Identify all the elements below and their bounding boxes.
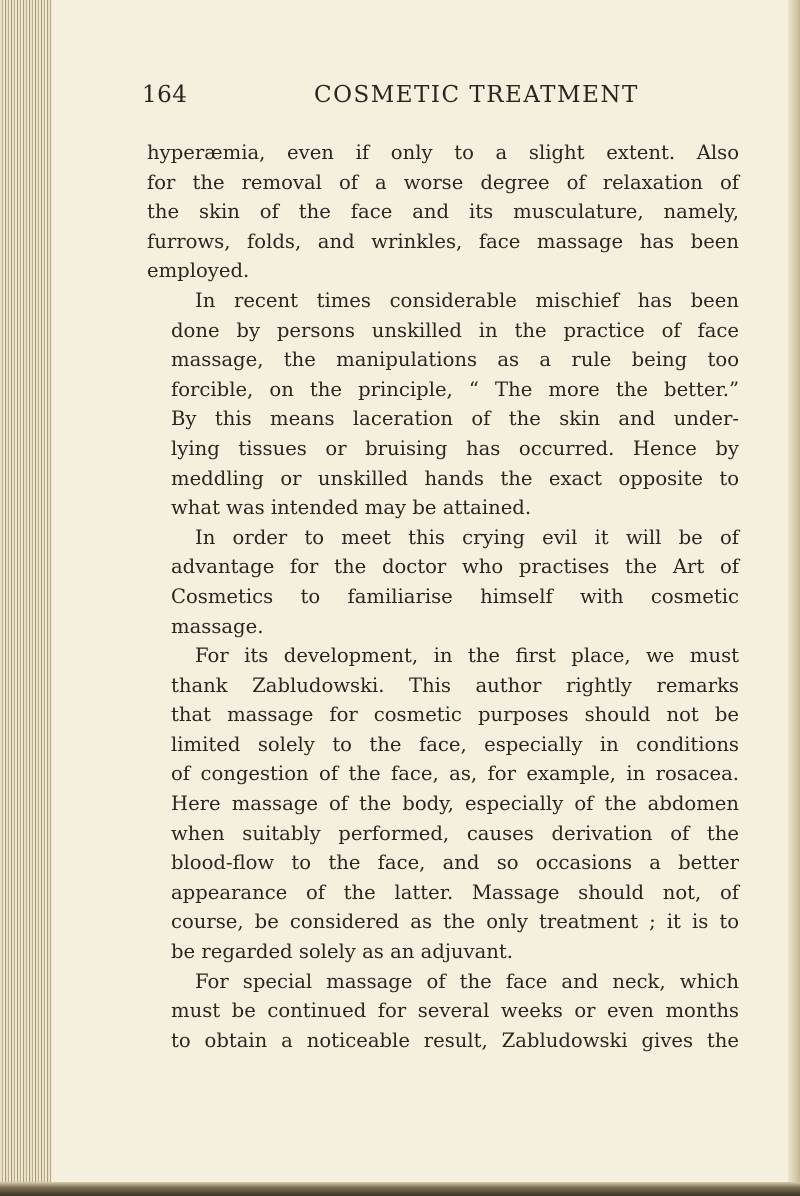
text-line: course, be considered as the only treatment ; it is to — [171, 910, 739, 934]
text-line: In recent times considerable mischief has been — [195, 288, 739, 312]
text-line: hyperæmia, even if only to a slight extent. Also — [147, 141, 739, 164]
text-line: appearance of the latter. Massage should not, of — [171, 880, 739, 904]
text-line: In order to meet this crying evil it will be of — [195, 525, 739, 549]
running-title: COSMETIC TREATMENT — [314, 82, 639, 108]
text-line: Cosmetics to familiarise himself with cosmetic — [171, 584, 739, 608]
page-right-edge — [788, 0, 800, 1196]
text-line: For its development, in the first place, we must — [195, 644, 739, 668]
text-line: thank Zabludowski. This author rightly remarks — [171, 673, 739, 697]
text-line: done by persons unskilled in the practice of face — [171, 318, 739, 342]
text-line: furrows, folds, and wrinkles, face massage has been — [147, 229, 739, 253]
text-line: For special massage of the face and neck, which — [195, 969, 739, 993]
text-line: to obtain a noticeable result, Zabludowski gives the — [171, 1028, 739, 1052]
text-line: that massage for cosmetic purposes should not be — [171, 703, 739, 727]
text-line: what was intended may be attained. — [171, 496, 532, 520]
text-line: massage, the manipulations as a rule being too — [171, 348, 739, 372]
page-bottom-edge — [0, 1182, 800, 1196]
paragraph — [147, 138, 739, 286]
body-text — [147, 138, 739, 1055]
page-header — [142, 82, 642, 118]
text-line: By this means laceration of the skin and under- — [171, 407, 739, 431]
paragraph — [147, 641, 739, 967]
text-line: blood-flow to the face, and so occasions a better — [171, 851, 739, 875]
text-line: be regarded solely as an adjuvant. — [171, 940, 513, 964]
text-line: the skin of the face and its musculature, namely, — [147, 200, 739, 224]
text-line: for the removal of a worse degree of relaxation of — [147, 170, 739, 194]
text-line: massage. — [171, 614, 264, 638]
text-line: lying tissues or bruising has occurred. Hence by — [171, 436, 739, 460]
text-line: when suitably performed, causes derivation of the — [171, 821, 739, 845]
paragraph — [147, 523, 739, 641]
paragraph — [147, 286, 739, 523]
text-line: forcible, on the principle, “ The more the better.” — [171, 377, 739, 401]
paragraph — [147, 967, 739, 1056]
text-line: Here massage of the body, especially of the abdomen — [171, 792, 739, 816]
text-line: employed. — [147, 259, 250, 283]
text-line: must be continued for several weeks or even months — [171, 999, 739, 1023]
page-number: 164 — [142, 82, 188, 108]
text-line: of congestion of the face, as, for example, in rosacea. — [171, 762, 739, 786]
text-line: advantage for the doctor who practises the Art of — [171, 555, 739, 579]
book-binding-edge — [0, 0, 52, 1196]
text-line: meddling or unskilled hands the exact opposite to — [171, 466, 739, 490]
text-line: limited solely to the face, especially in conditions — [171, 732, 739, 756]
